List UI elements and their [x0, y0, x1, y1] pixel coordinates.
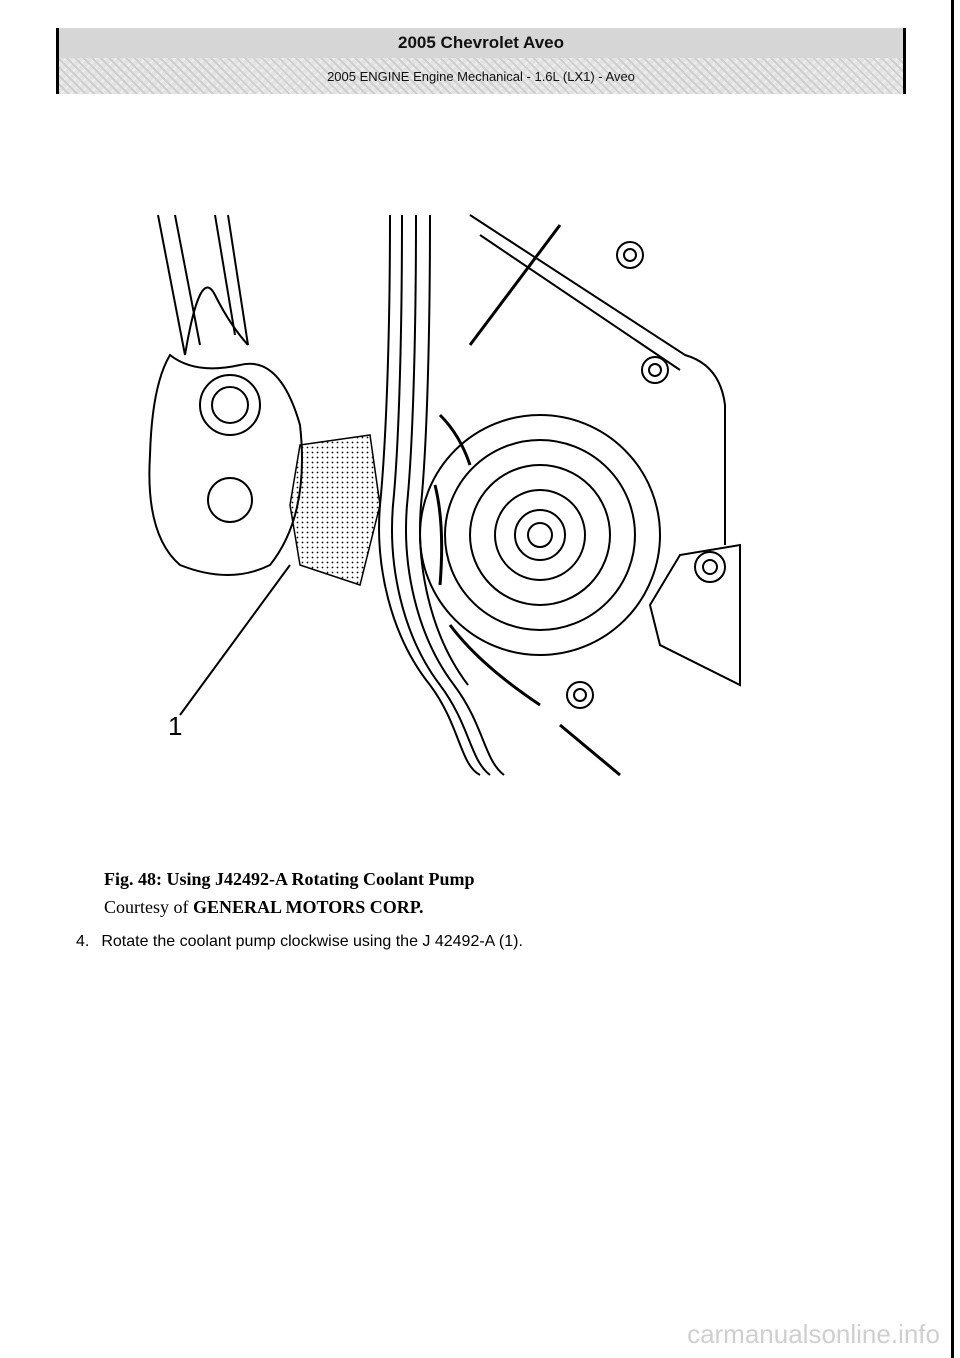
page-border — [951, 0, 954, 1358]
document-header — [56, 28, 906, 94]
bolt — [617, 242, 643, 268]
technical-illustration — [140, 205, 760, 785]
tool-arm-line — [215, 215, 235, 335]
tool-hole — [208, 478, 252, 522]
coolant-pump-sprocket — [420, 415, 660, 655]
tool-pivot — [200, 375, 260, 435]
tool-engagement-area — [290, 435, 380, 585]
courtesy-prefix: Courtesy of — [104, 897, 189, 917]
bolt — [695, 552, 725, 582]
tool-arm-line — [228, 215, 248, 345]
bolt — [642, 357, 668, 383]
caption-title: Fig. 48: Using J42492-A Rotating Coolant Pump — [104, 869, 475, 889]
coolant-pump-drawing — [140, 205, 760, 785]
figure-caption — [104, 865, 475, 921]
bolt — [567, 682, 593, 708]
procedure-step — [76, 933, 523, 951]
step-text: Rotate the coolant pump clockwise using the J 42492-A (1). — [101, 933, 523, 950]
tool-arm-line — [158, 215, 185, 355]
callout-leader — [180, 565, 290, 715]
header-title: 2005 Chevrolet Aveo — [59, 28, 903, 58]
watermark: carmanualsonline.info — [687, 1319, 940, 1349]
step-number: 4. — [76, 933, 90, 950]
belt-run — [470, 225, 560, 345]
caption-courtesy — [104, 893, 475, 921]
header-subtitle: 2005 ENGINE Engine Mechanical - 1.6L (LX1) - Aveo — [59, 58, 903, 94]
courtesy-org: GENERAL MOTORS CORP. — [193, 897, 424, 917]
callout-number: 1 — [168, 711, 183, 741]
